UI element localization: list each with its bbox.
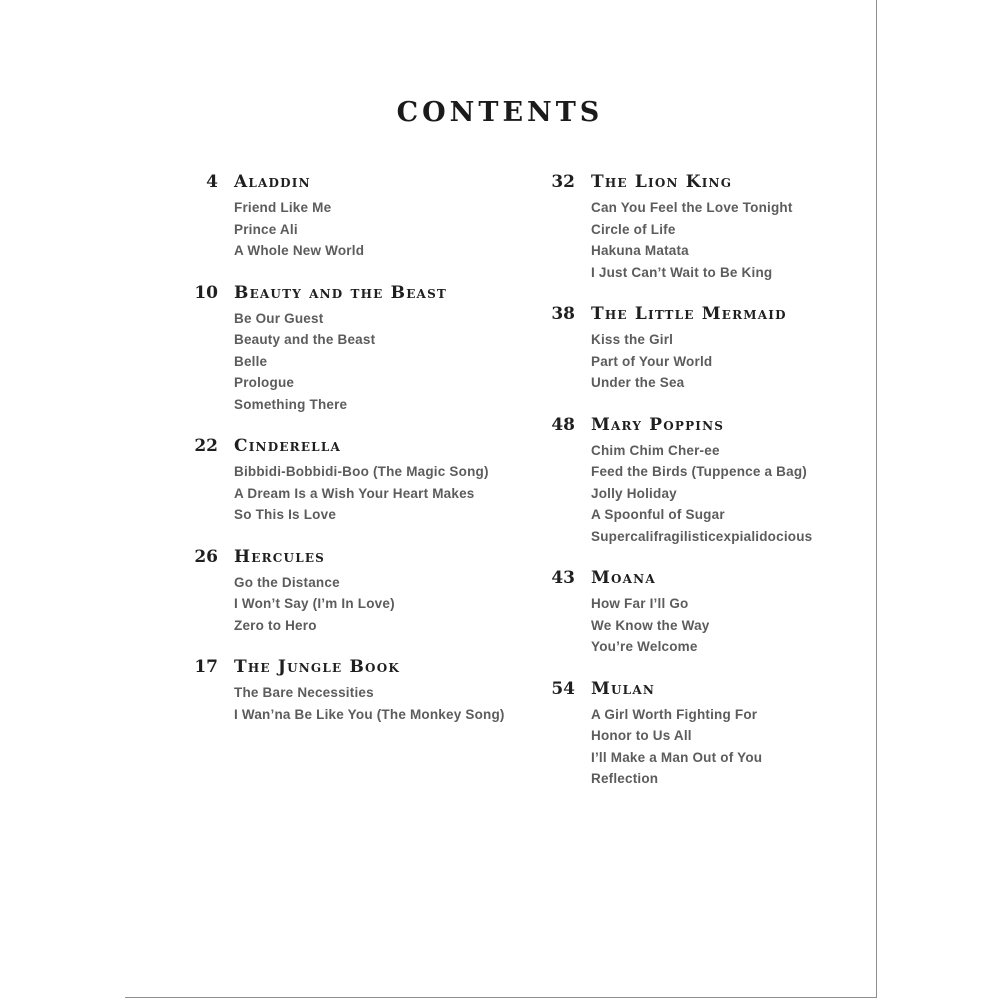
section-song-list — [591, 593, 710, 658]
song-title: Zero to Hero — [234, 617, 317, 633]
song-title: I Wan’na Be Like You (The Monkey Song) — [234, 706, 505, 722]
section-title: Mulan — [591, 678, 655, 699]
toc-section — [545, 413, 890, 548]
song-title: I’ll Make a Man Out of You — [591, 749, 763, 765]
section-song-list — [234, 572, 395, 637]
section-page-number: 17 — [194, 657, 218, 677]
section-body — [234, 434, 489, 526]
section-song-list — [234, 682, 505, 725]
toc-section — [188, 434, 533, 526]
song-title: Feed the Birds (Tuppence a Bag) — [591, 464, 807, 479]
section-title: The Little Mermaid — [591, 304, 787, 324]
section-body — [591, 413, 812, 548]
song-title: Chim Chim Cher-ee — [591, 442, 720, 458]
song-title: Can You Feel the Love Tonight — [591, 200, 793, 215]
song-title: A Whole New World — [234, 243, 365, 258]
toc-section — [188, 545, 533, 637]
song-title: Reflection — [591, 771, 659, 786]
page-edge-bottom — [125, 997, 877, 998]
song-title: Prince Ali — [234, 221, 298, 237]
song-title: The Bare Necessities — [234, 685, 374, 700]
section-body — [591, 170, 793, 283]
song-title: Part of Your World — [591, 353, 713, 369]
toc-section — [188, 655, 533, 725]
section-body — [591, 566, 710, 658]
song-title: Jolly Holiday — [591, 485, 677, 501]
section-song-list — [591, 440, 812, 548]
section-body — [591, 677, 762, 790]
toc-section — [545, 677, 890, 790]
song-title: Go the Distance — [234, 574, 340, 590]
section-title: The Jungle Book — [234, 657, 400, 677]
song-title: You’re Welcome — [591, 639, 698, 654]
section-page-number: 54 — [551, 678, 575, 699]
section-body — [234, 655, 505, 725]
toc-section — [188, 170, 533, 262]
section-title: Mary Poppins — [591, 414, 725, 435]
song-title: Something There — [234, 396, 348, 412]
page-edge-right — [876, 0, 877, 998]
section-page-number: 22 — [194, 436, 218, 456]
section-page-number: 48 — [551, 414, 575, 435]
song-title: Beauty and the Beast — [234, 332, 376, 347]
section-title: Hercules — [234, 546, 326, 567]
section-page-number: 38 — [551, 304, 575, 324]
section-body — [234, 281, 447, 416]
section-title: The Lion King — [591, 172, 733, 192]
section-song-list — [591, 197, 793, 283]
section-title: Aladdin — [234, 172, 311, 192]
song-title: We Know the Way — [591, 617, 710, 633]
song-title: Bibbidi-Bobbidi-Boo (The Magic Song) — [234, 464, 489, 479]
song-title: Supercalifragilisticexpialidocious — [591, 528, 813, 544]
song-title: Kiss the Girl — [591, 332, 674, 347]
section-page-number: 43 — [551, 568, 575, 588]
song-title: Be Our Guest — [234, 310, 324, 326]
song-title: Belle — [234, 353, 268, 369]
page-title: CONTENTS — [396, 97, 604, 128]
song-title: A Spoonful of Sugar — [591, 507, 725, 522]
section-song-list — [234, 197, 364, 262]
toc-column-right — [545, 170, 890, 809]
section-page-number: 32 — [551, 172, 575, 192]
section-song-list — [234, 461, 489, 526]
section-page-number: 26 — [194, 546, 218, 567]
song-title: A Dream Is a Wish Your Heart Makes — [234, 485, 475, 501]
section-body — [591, 302, 787, 394]
song-title: A Girl Worth Fighting For — [591, 706, 758, 722]
song-title: How Far I’ll Go — [591, 596, 689, 611]
section-song-list — [234, 308, 447, 416]
section-title: Moana — [591, 568, 656, 588]
song-title: Under the Sea — [591, 375, 685, 390]
section-title: Beauty and the Beast — [234, 282, 448, 303]
song-title: I Just Can’t Wait to Be King — [591, 264, 773, 280]
toc-section — [188, 281, 533, 416]
song-title: Hakuna Matata — [591, 243, 689, 258]
section-page-number: 4 — [206, 172, 218, 192]
song-title: Circle of Life — [591, 221, 676, 237]
song-title: So This Is Love — [234, 507, 337, 522]
toc-section — [545, 302, 890, 394]
song-title: Prologue — [234, 375, 295, 390]
toc-column-left — [188, 170, 533, 744]
song-title: Honor to Us All — [591, 728, 692, 743]
section-body — [234, 545, 395, 637]
song-title: Friend Like Me — [234, 200, 332, 215]
section-body — [234, 170, 364, 262]
section-song-list — [591, 329, 787, 394]
toc-section — [545, 566, 890, 658]
toc-section — [545, 170, 890, 283]
section-song-list — [591, 704, 762, 790]
section-title: Cinderella — [234, 436, 341, 456]
section-page-number: 10 — [194, 282, 218, 303]
song-title: I Won’t Say (I’m In Love) — [234, 596, 395, 611]
